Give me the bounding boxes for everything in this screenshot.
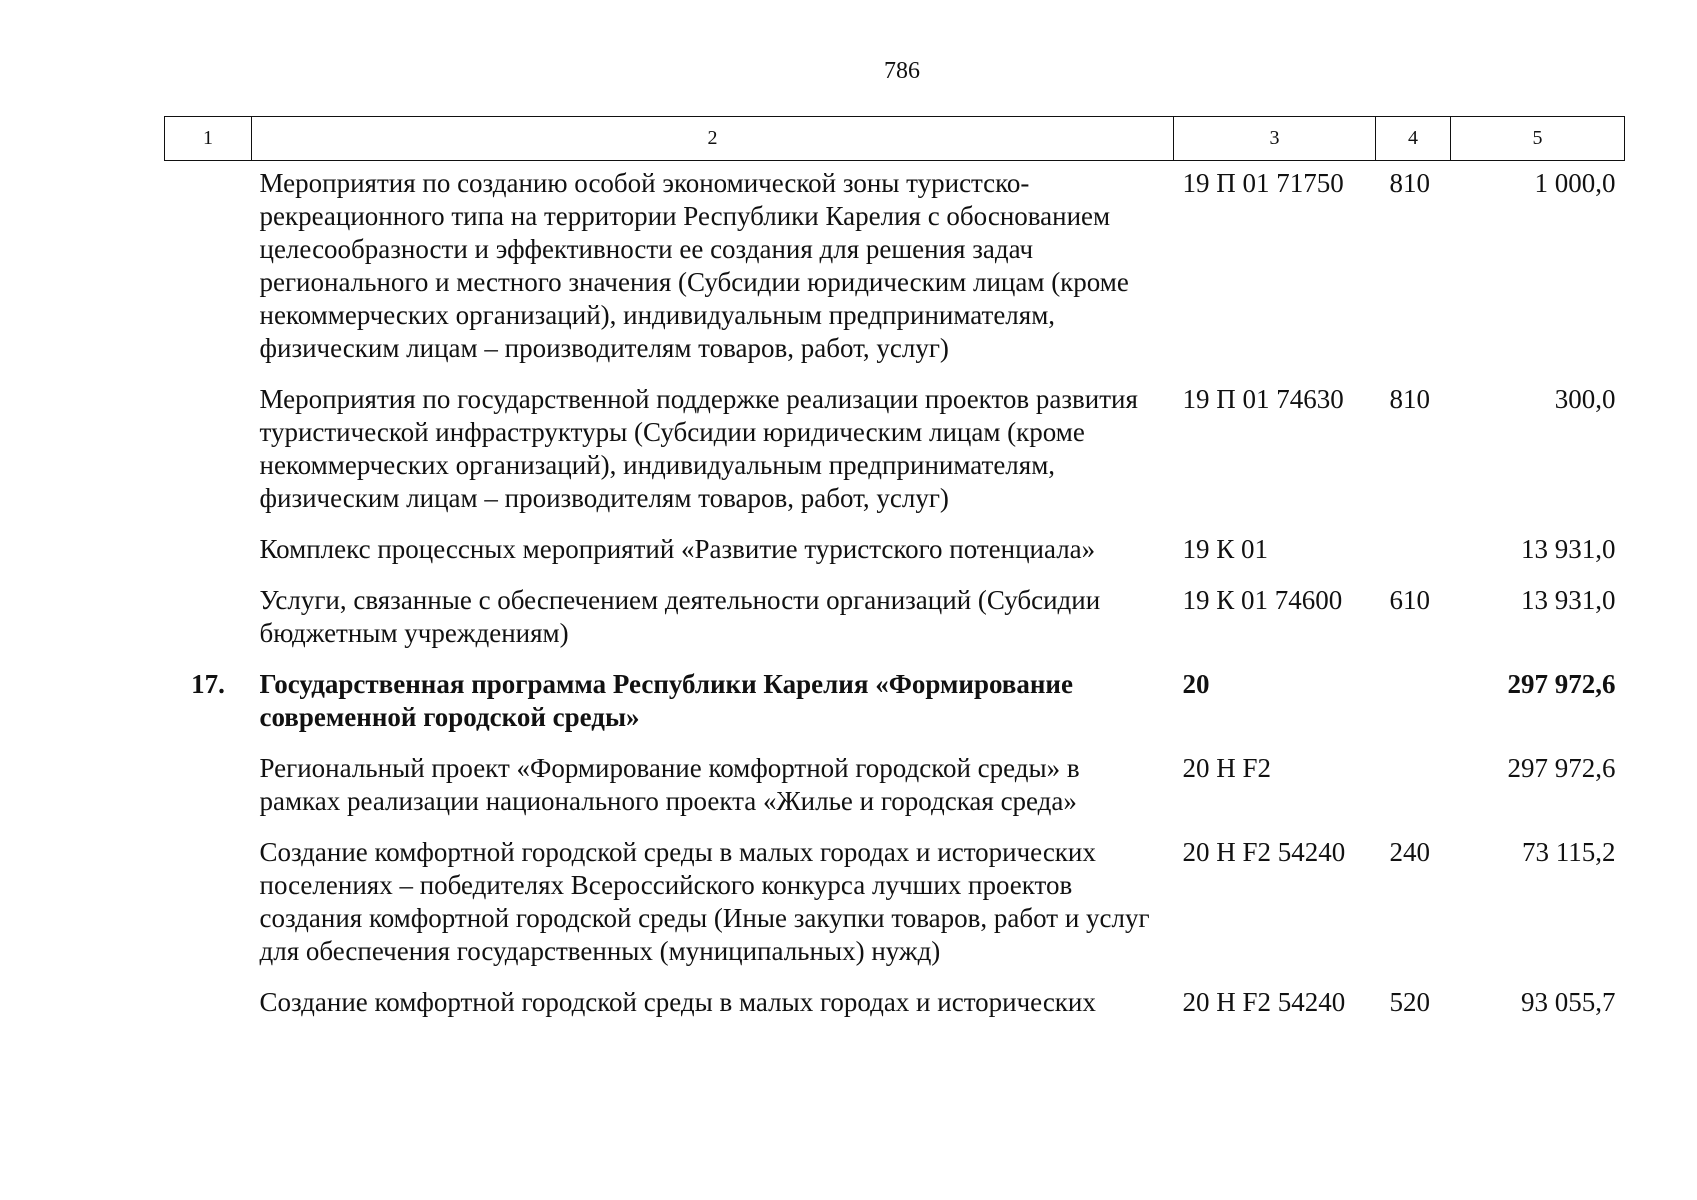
table-row xyxy=(165,584,1625,668)
row-code: 19 П 01 74630 xyxy=(1182,384,1344,414)
row-number xyxy=(165,584,252,668)
table-row xyxy=(165,752,1625,836)
row-code: 20 Н F2 xyxy=(1182,753,1272,783)
row-expense-type: 240 xyxy=(1389,837,1430,867)
row-name: Государственная программа Республики Карелия «Формирование современной городской среды» xyxy=(259,669,1073,732)
row-number xyxy=(165,383,252,533)
column-header-2: 2 xyxy=(252,117,1174,161)
table-row xyxy=(165,161,1625,384)
table-row xyxy=(165,836,1625,986)
row-expense-type xyxy=(1376,533,1451,584)
row-code: 19 П 01 71750 xyxy=(1182,168,1344,198)
row-name: Услуги, связанные с обеспечением деятельности организаций (Субсидии бюджетным учреждениям) xyxy=(259,585,1101,648)
row-number xyxy=(165,161,252,384)
row-expense-type: 810 xyxy=(1389,168,1430,198)
row-code: 19 К 01 74600 xyxy=(1182,585,1343,615)
page-number: 786 xyxy=(884,58,920,84)
table-body xyxy=(165,161,1625,1038)
row-code: 20 Н F2 54240 xyxy=(1182,987,1346,1017)
row-amount: 73 115,2 xyxy=(1522,837,1616,867)
row-code: 20 Н F2 54240 xyxy=(1182,837,1346,867)
row-name: Региональный проект «Формирование комфортной городской среды» в рамках реализации национального проекта «Жилье и городская среда» xyxy=(259,753,1080,816)
table-row xyxy=(165,383,1625,533)
column-number-header xyxy=(165,117,1625,161)
row-name: Мероприятия по государственной поддержке реализации проектов развития туристической инфраструктуры (Субсидии юридическим лицам (кроме некоммерческих организаций), индивидуальным предпринимателям, физическим лицам – производителям товаров, работ, услуг) xyxy=(259,384,1138,513)
row-amount: 297 972,6 xyxy=(1507,669,1616,699)
row-amount: 1 000,0 xyxy=(1534,168,1616,198)
row-code: 19 К 01 xyxy=(1182,534,1269,564)
row-number xyxy=(165,836,252,986)
column-header-1: 1 xyxy=(165,117,252,161)
column-header-3: 3 xyxy=(1174,117,1376,161)
table-row xyxy=(165,533,1625,584)
table-row xyxy=(165,986,1625,1037)
row-number: 17. xyxy=(191,669,225,699)
row-name: Создание комфортной городской среды в малых городах и исторических xyxy=(259,987,1096,1017)
row-code: 20 xyxy=(1182,669,1210,699)
row-name: Мероприятия по созданию особой экономической зоны туристско-рекреационного типа на территории Республики Карелия с обоснованием целесообразности и эффективности ее создания для решения задач регионального и местного значения (Субсидии юридическим лицам (кроме некоммерческих организаций), индивидуальным предпринимателям, физическим лицам – производителям товаров, работ, услуг) xyxy=(259,168,1129,363)
table-row xyxy=(165,668,1625,752)
row-expense-type: 810 xyxy=(1389,384,1430,414)
row-expense-type xyxy=(1376,752,1451,836)
row-amount: 13 931,0 xyxy=(1521,585,1616,615)
row-amount: 297 972,6 xyxy=(1507,753,1616,783)
row-amount: 300,0 xyxy=(1554,384,1616,414)
row-amount: 93 055,7 xyxy=(1521,987,1616,1017)
row-number xyxy=(165,533,252,584)
column-header-4: 4 xyxy=(1376,117,1451,161)
row-expense-type xyxy=(1376,668,1451,752)
row-name: Создание комфортной городской среды в малых городах и исторических поселениях – победителях Всероссийского конкурса лучших проектов создания комфортной городской среды (Иные закупки товаров, работ и услуг для обеспечения государственных (муниципальных) нужд) xyxy=(259,837,1150,966)
row-number xyxy=(165,752,252,836)
row-amount: 13 931,0 xyxy=(1521,534,1616,564)
budget-table xyxy=(164,116,1625,1037)
row-expense-type: 520 xyxy=(1389,987,1430,1017)
column-header-5: 5 xyxy=(1451,117,1625,161)
row-number xyxy=(165,986,252,1037)
row-expense-type: 610 xyxy=(1389,585,1430,615)
row-name: Комплекс процессных мероприятий «Развитие туристского потенциала» xyxy=(259,534,1096,564)
